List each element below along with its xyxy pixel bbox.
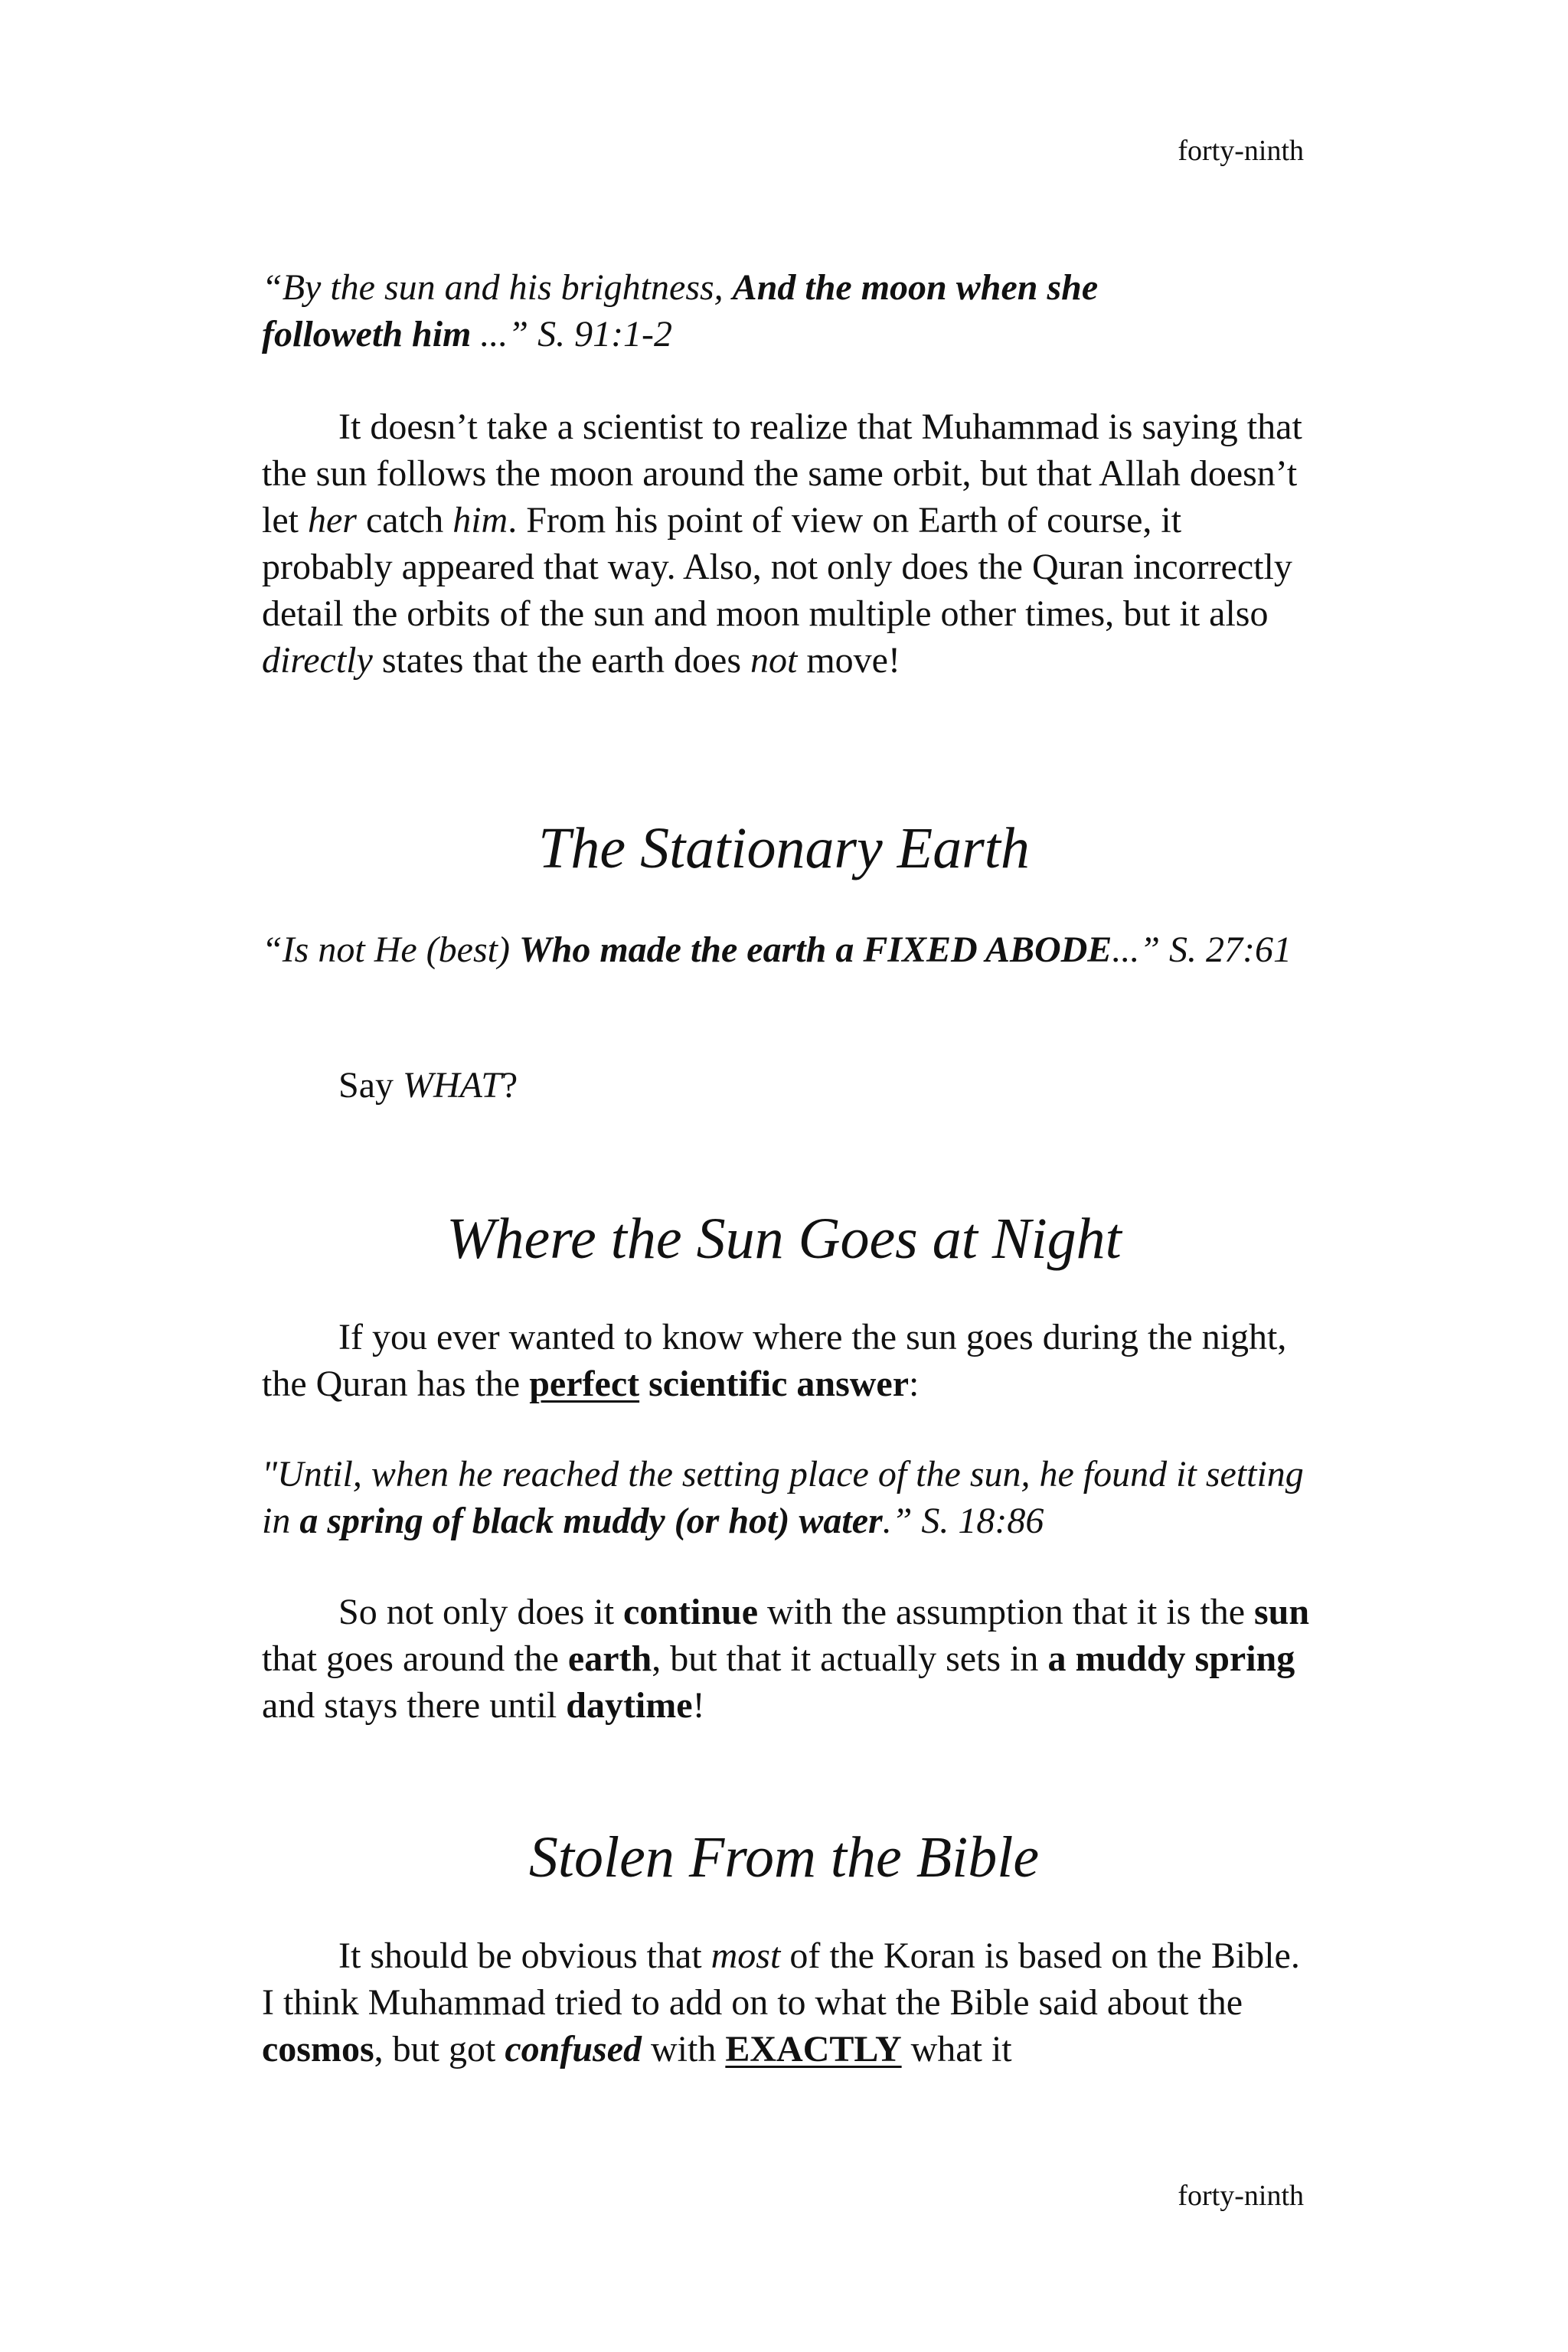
paragraph-text: It should be obvious that [338, 1936, 711, 1976]
paragraph-text: If you ever wanted to know where the sun goes during the night, the Quran has the [262, 1317, 1287, 1404]
underlined-emphasis: perfect [529, 1364, 640, 1404]
emphasis-text: WHAT [403, 1065, 501, 1106]
bold-emphasis: daytime [566, 1685, 693, 1726]
emphasis-text: her [307, 500, 357, 541]
quote-surah-91 [262, 264, 1311, 358]
section-heading-stolen-from-bible: Stolen From the Bible [528, 1825, 1040, 1890]
bold-emphasis: cosmos [262, 2029, 374, 2069]
quote-emphasis: a spring of black muddy (or hot) water [299, 1501, 883, 1541]
quote-surah-27 [262, 926, 1311, 973]
paragraph-muddy-spring [262, 1589, 1311, 1729]
paragraph-text: and stays there until [262, 1685, 567, 1726]
paragraph-text: So not only does it [338, 1592, 624, 1632]
quote-citation: ...” S. 27:61 [1112, 929, 1292, 970]
bold-emphasis: a muddy spring [1047, 1638, 1295, 1679]
emphasis-text: directly [262, 640, 373, 681]
quote-emphasis: Who made the earth a FIXED ABODE [518, 929, 1112, 970]
quote-emphasis: followeth him [262, 314, 472, 354]
quote-surah-18 [262, 1451, 1311, 1544]
paragraph-text: , but got [374, 2029, 505, 2069]
quote-citation: ...” S. 91:1-2 [471, 314, 673, 354]
paragraph-text: with [642, 2029, 726, 2069]
paragraph-where-sun-goes [262, 1314, 1311, 1407]
paragraph-text: states that the earth does [372, 640, 750, 681]
paragraph-text: of the Koran is based on the Bible. I think Muhammad tried to add on to what the Bible said about the [262, 1936, 1300, 2023]
spacer-text [639, 1364, 648, 1404]
paragraph-text: what it [901, 2029, 1012, 2069]
paragraph-text: move! [797, 640, 900, 681]
footer-page-label: forty-ninth [1178, 2180, 1304, 2212]
paragraph-text: : [909, 1364, 920, 1404]
bold-emphasis: scientific answer [648, 1364, 910, 1404]
paragraph-text: with the assumption that it is the [758, 1592, 1254, 1632]
paragraph-text: ! [692, 1685, 705, 1726]
bold-emphasis: earth [567, 1638, 652, 1679]
emphasis-text: not [750, 640, 798, 681]
paragraph-text: that goes around the [262, 1638, 568, 1679]
header-page-label: forty-ninth [1178, 135, 1304, 167]
paragraph-text: ? [501, 1065, 518, 1106]
emphasis-text: him [452, 500, 508, 541]
paragraph-say-what [262, 1062, 1311, 1109]
underlined-emphasis: EXACTLY [725, 2029, 902, 2069]
quote-text: “By the sun and his brightness, [262, 267, 733, 308]
bold-italic-emphasis: confused [505, 2029, 642, 2069]
quote-citation: .” S. 18:86 [882, 1501, 1044, 1541]
paragraph-text: Say [338, 1065, 403, 1106]
quote-emphasis: And the moon when she [732, 267, 1099, 308]
paragraph-orbits [262, 403, 1311, 684]
quote-text: “Is not He (best) [262, 929, 519, 970]
paragraph-text: . From his point of view on Earth of course, it probably appeared that way. Also, not only does the Quran incorrectly detail the orbits of the sun and moon multiple other times, but it also [262, 500, 1292, 634]
paragraph-text: It doesn’t take a scientist to realize that Muhammad is saying that the sun follows the moon around the same orbit, but that Allah doesn’t let [262, 407, 1302, 541]
bold-emphasis: sun [1254, 1592, 1310, 1632]
paragraph-bible [262, 1932, 1311, 2073]
paragraph-text: catch [356, 500, 453, 541]
section-heading-stationary-earth: The Stationary Earth [538, 816, 1030, 880]
section-heading-sun-at-night: Where the Sun Goes at Night [446, 1207, 1122, 1271]
emphasis-text: most [710, 1936, 781, 1976]
quote-text: "Until, when he reached the setting place of the sun, he found it setting in [262, 1454, 1304, 1541]
bold-emphasis: continue [623, 1592, 759, 1632]
paragraph-text: , but that it actually sets in [652, 1638, 1048, 1679]
